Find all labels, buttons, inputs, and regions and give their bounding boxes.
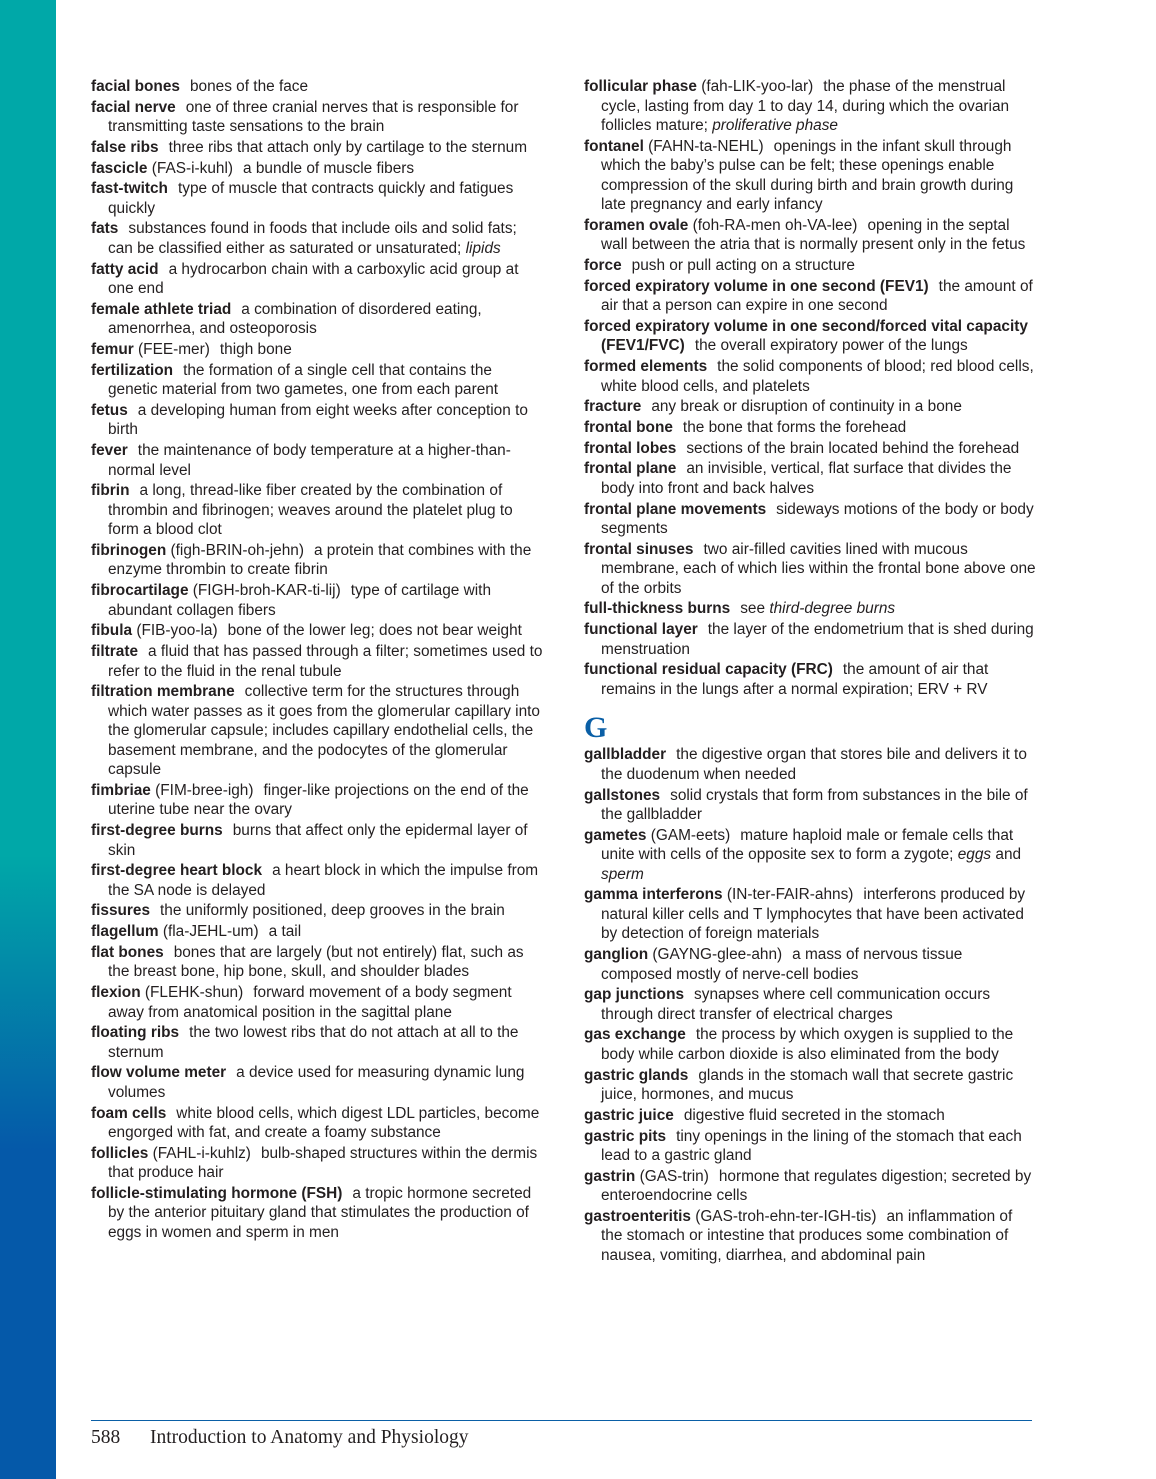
definition <box>108 220 517 257</box>
glossary-entry <box>584 418 1036 438</box>
definition-segment: mature haploid male or female cells that unite with cells of the opposite sex to form a zygote; <box>601 826 1014 864</box>
glossary-entry <box>91 1063 543 1102</box>
definition-segment: the amount of air that a person can expire in one second <box>601 277 1033 315</box>
glossary-term: frontal lobes <box>584 439 677 457</box>
glossary-term: femur <box>91 341 134 358</box>
glossary-entry <box>91 621 543 641</box>
definition <box>651 398 962 415</box>
glossary-entry <box>91 481 543 540</box>
glossary-entry <box>584 1167 1036 1206</box>
glossary-term: fissures <box>91 902 151 920</box>
definition-segment: forward movement of a body segment away from anatomical position in the sagittal plane <box>108 984 512 1021</box>
definition-segment: a mass of nervous tissue composed mostly of nerve-cell bodies <box>601 946 963 983</box>
definition-segment: a long, thread-like fiber created by the combination of thrombin and fibrinogen; weaves around the platelet plug to form a blood clot <box>108 482 513 539</box>
definition-segment: the digestive organ that stores bile and delivers it to the duodenum when needed <box>601 746 1027 783</box>
glossary-term: frontal bone <box>584 419 673 436</box>
glossary-term: female athlete triad <box>91 300 232 318</box>
pronunciation: (GAYNG-glee-ahn) <box>652 946 783 964</box>
glossary-entry <box>584 317 1036 356</box>
definition <box>108 402 528 439</box>
definition-segment: a developing human from eight weeks after conception to birth <box>108 401 528 439</box>
definition-segment: the overall expiratory power of the lungs <box>694 337 968 355</box>
definition <box>108 1105 539 1142</box>
definition-segment: finger-like projections on the end of the uterine tube near the ovary <box>108 781 529 819</box>
glossary-term: fracture <box>584 398 642 416</box>
definition <box>684 1107 945 1124</box>
glossary-column-right <box>584 77 1036 1267</box>
definition-italic-segment: third-degree burns <box>769 600 896 618</box>
definition-segment: bone of the lower leg; does not bear weight <box>227 622 522 640</box>
definition <box>269 923 302 940</box>
definition-segment: interferons produced by natural killer cells and T lymphocytes that have been activated by detection of foreign materials <box>601 886 1026 943</box>
glossary-entry <box>91 1104 543 1143</box>
pronunciation: (IN-ter-FAIR-ahns) <box>726 886 854 904</box>
definition-segment: type of muscle that contracts quickly and fatigues quickly <box>108 180 514 217</box>
glossary-term: fast-twitch <box>91 180 168 198</box>
glossary-term: flow volume meter <box>91 1064 227 1082</box>
pronunciation: (figh-BRIN-oh-jehn) <box>170 541 304 559</box>
glossary-entry <box>91 98 543 137</box>
pronunciation: (GAS-trin) <box>639 1167 709 1185</box>
definition-segment: the solid components of blood; red blood cells, white blood cells, and platelets <box>601 358 1034 395</box>
pronunciation: (fah-LIK-yoo-lar) <box>701 78 814 95</box>
definition-segment: thigh bone <box>219 341 292 358</box>
glossary-term: forced expiratory volume in one second/forced vital capacity (FEV1/FVC) <box>584 317 1028 355</box>
glossary-entry <box>584 277 1036 316</box>
glossary-entry <box>91 1023 543 1062</box>
glossary-term: first-degree heart block <box>91 862 263 880</box>
glossary-term: flagellum <box>91 923 159 941</box>
pronunciation: (GAM-eets) <box>650 826 731 844</box>
pronunciation: (fla-JEHL-um) <box>162 923 259 941</box>
definition-segment: the phase of the menstrual cycle, lasting from day 1 to day 14, during which the ovarian follicles mature; <box>601 78 1010 134</box>
pronunciation: (GAS-troh-ehn-ter-IGH-tis) <box>695 1207 877 1225</box>
glossary-entry <box>584 216 1036 255</box>
definition-italic-segment: lipids <box>465 239 501 257</box>
definition-segment: three ribs that attach only by cartilage to the sternum <box>168 138 528 156</box>
glossary-entry <box>91 260 543 299</box>
glossary-term: frontal plane movements <box>584 500 767 518</box>
glossary-entry <box>91 983 543 1022</box>
glossary-term: follicular phase <box>584 78 697 95</box>
glossary-entry <box>91 179 543 218</box>
definition-segment: digestive fluid secreted in the stomach <box>683 1106 945 1124</box>
definition-segment: sideways motions of the body or body segments <box>601 500 1034 538</box>
definition <box>683 419 906 436</box>
glossary-entry <box>584 1066 1036 1105</box>
glossary-term: foam cells <box>91 1104 167 1122</box>
definition-segment: the layer of the endometrium that is shed during menstruation <box>601 621 1034 658</box>
glossary-entry <box>91 138 543 158</box>
definition-segment: see <box>740 600 770 618</box>
page-footer <box>91 1427 468 1449</box>
definition <box>108 180 513 217</box>
definition-segment: a combination of disordered eating, amenorrhea, and osteoporosis <box>108 300 482 338</box>
definition-segment: collective term for the structures through which water passes as it goes from the glomerular capillary into the glomerular capsule; includes capillary endothelial cells, the basement membrane, and the podocytes of the glomerular capsule <box>108 683 540 779</box>
definition-segment: glands in the stomach wall that secrete gastric juice, hormones, and mucus <box>601 1066 1014 1104</box>
glossary-term: facial bones <box>91 78 180 95</box>
definition-segment: bulb-shaped structures within the dermis that produce hair <box>108 1144 538 1182</box>
pronunciation: (FIGH-broh-KAR-ti-lij) <box>192 582 341 600</box>
glossary-term: gastric juice <box>584 1106 674 1124</box>
definition <box>220 341 292 358</box>
glossary-entry <box>584 137 1036 215</box>
glossary-term: filtration membrane <box>91 683 235 701</box>
glossary-term: fever <box>91 442 128 460</box>
definition <box>108 944 524 981</box>
glossary-entry <box>91 581 543 620</box>
glossary-term: gallstones <box>584 786 661 804</box>
glossary-entry <box>584 885 1036 944</box>
definition-segment: bones that are largely (but not entirely) flat, such as the breast bone, hip bone, skull, and shoulder blades <box>108 943 524 981</box>
definition-segment: and <box>991 846 1022 864</box>
glossary-entry <box>91 340 543 360</box>
glossary-column-left <box>91 77 543 1244</box>
glossary-entry <box>584 357 1036 396</box>
definition <box>243 160 414 177</box>
definition-segment: a protein that combines with the enzyme thrombin to create fibrin <box>108 541 532 579</box>
page-number: 588 <box>91 1427 121 1448</box>
definition-segment: a tropic hormone secreted by the anterior pituitary gland that stimulates the production of eggs in women and sperm in men <box>108 1184 532 1241</box>
definition-segment: substances found in foods that include oils and solid fats; can be classified either as saturated or unsaturated; <box>108 220 517 257</box>
glossary-entry <box>584 660 1036 699</box>
glossary-term: follicle-stimulating hormone (FSH) <box>91 1184 343 1202</box>
glossary-term: gastrin <box>584 1167 636 1185</box>
glossary-entry <box>584 745 1036 784</box>
definition <box>160 902 505 919</box>
glossary-term: functional residual capacity (FRC) <box>584 661 833 679</box>
definition-segment: solid crystals that form from substances in the bile of the gallbladder <box>601 786 1028 823</box>
definition <box>601 787 1028 824</box>
glossary-term: false ribs <box>91 138 159 156</box>
glossary-term: fatty acid <box>91 260 159 278</box>
definition <box>686 440 1019 457</box>
glossary-entry <box>584 397 1036 417</box>
pronunciation: (FIB-yoo-la) <box>136 622 218 640</box>
glossary-term: filtrate <box>91 643 139 660</box>
book-title: Introduction to Anatomy and Physiology <box>150 1427 469 1448</box>
glossary-entry <box>584 620 1036 659</box>
definition-segment: a device used for measuring dynamic lung volumes <box>108 1064 525 1101</box>
pronunciation: (FEE-mer) <box>138 341 210 358</box>
glossary-f-entries <box>584 77 1036 699</box>
glossary-term: full-thickness burns <box>584 600 731 618</box>
glossary-entry <box>584 1127 1036 1166</box>
glossary-entry <box>584 1025 1036 1064</box>
definition-italic-segment: eggs <box>957 846 992 864</box>
glossary-entry <box>91 441 543 480</box>
glossary-entry <box>91 219 543 258</box>
glossary-term: fertilization <box>91 361 174 379</box>
glossary-term: functional layer <box>584 621 698 639</box>
definition-segment: the maintenance of body temperature at a higher-than-normal level <box>108 442 511 479</box>
section-letter-heading: G <box>584 711 608 745</box>
glossary-entry <box>584 256 1036 276</box>
glossary-term: gas exchange <box>584 1026 686 1044</box>
glossary-entry <box>584 945 1036 984</box>
definition <box>108 442 511 479</box>
definition-segment: a hydrocarbon chain with a carboxylic acid group at one end <box>108 260 519 298</box>
glossary-term: fibula <box>91 622 133 640</box>
glossary-entry <box>91 401 543 440</box>
glossary-term: gametes <box>584 826 647 844</box>
glossary-entry <box>584 985 1036 1024</box>
definition-italic-segment: sperm <box>601 865 644 883</box>
glossary-entry <box>91 901 543 921</box>
glossary-entry <box>584 826 1036 885</box>
glossary-term: gastric glands <box>584 1066 689 1084</box>
glossary-entry <box>584 439 1036 459</box>
glossary-entry <box>91 300 543 339</box>
definition-segment: type of cartilage with abundant collagen fibers <box>108 582 491 619</box>
glossary-g-entries <box>584 745 1036 1265</box>
definition <box>695 337 968 354</box>
definition-segment: white blood cells, which digest LDL particles, become engorged with fat, and create a foamy substance <box>108 1104 540 1142</box>
glossary-term: fibrin <box>91 482 130 500</box>
pronunciation: (FAHN-ta-NEHL) <box>648 137 764 155</box>
definition-segment: an inflammation of the stomach or intestine that produces some combination of nausea, vomiting, diarrhea, and abdominal pain <box>601 1207 1013 1264</box>
glossary-entry <box>584 540 1036 599</box>
glossary-term: forced expiratory volume in one second (FEV1) <box>584 277 929 295</box>
definition-segment: the uniformly positioned, deep grooves in the brain <box>160 902 505 920</box>
glossary-entry <box>91 159 543 179</box>
footer-rule <box>91 1420 1032 1421</box>
definition-segment: two air-filled cavities lined with mucous membrane, each of which lies within the frontal bone above one of the orbits <box>601 540 1036 597</box>
glossary-entry <box>91 943 543 982</box>
definition-segment: the two lowest ribs that do not attach at all to the sternum <box>108 1024 519 1061</box>
glossary-entry <box>91 77 543 97</box>
definition <box>632 257 855 274</box>
glossary-term: formed elements <box>584 358 708 376</box>
glossary-entry <box>584 1207 1036 1266</box>
definition-segment: openings in the infant skull through which the baby’s pulse can be felt; these openings enable compression of the skull during birth and brain growth during late pregnancy and early infancy <box>601 137 1014 214</box>
definition-segment: a tail <box>268 923 302 941</box>
glossary-term: floating ribs <box>91 1024 180 1042</box>
definition <box>190 78 308 95</box>
definition-segment: a bundle of muscle fibers <box>243 159 415 177</box>
definition <box>108 261 518 298</box>
glossary-entry <box>91 821 543 860</box>
pronunciation: (FAS-i-kuhl) <box>151 159 234 177</box>
glossary-term: fibrocartilage <box>91 582 189 600</box>
definition-segment: synapses where cell communication occurs through direct transfer of electrical charges <box>601 986 991 1023</box>
glossary-entry <box>91 642 543 681</box>
glossary-entry <box>91 541 543 580</box>
glossary-entry <box>584 599 1036 619</box>
definition-segment: tiny openings in the lining of the stomach that each lead to a gastric gland <box>601 1127 1022 1164</box>
definition-segment: burns that affect only the epidermal layer of skin <box>108 822 528 859</box>
definition <box>169 139 527 156</box>
glossary-term: gastric pits <box>584 1127 667 1145</box>
glossary-term: ganglion <box>584 946 649 964</box>
definition-segment: the bone that forms the forehead <box>682 419 907 436</box>
glossary-term: first-degree burns <box>91 822 223 840</box>
glossary-term: fats <box>91 220 119 238</box>
glossary-entry <box>91 1144 543 1183</box>
pronunciation: (FLEHK-shun) <box>144 984 244 1001</box>
glossary-entry <box>91 682 543 780</box>
glossary-term: flexion <box>91 984 141 1001</box>
glossary-term: fetus <box>91 401 128 419</box>
definition-segment: hormone that regulates digestion; secreted by enteroendocrine cells <box>601 1167 1032 1205</box>
glossary-term: fibrinogen <box>91 541 167 559</box>
glossary-term: flat bones <box>91 943 164 961</box>
definition-segment: an invisible, vertical, flat surface that divides the body into front and back halves <box>601 460 1012 497</box>
glossary-term: gap junctions <box>584 986 685 1004</box>
definition-segment: push or pull acting on a structure <box>631 257 855 275</box>
glossary-entry <box>584 459 1036 498</box>
definition-segment: bones of the face <box>189 78 309 95</box>
glossary-term: force <box>584 257 622 275</box>
glossary-term: gamma interferons <box>584 886 723 904</box>
definition-segment: a heart block in which the impulse from the SA node is delayed <box>108 862 539 899</box>
glossary-entry <box>91 922 543 942</box>
glossary-term: fontanel <box>584 137 644 155</box>
pronunciation: (FAHL-i-kuhlz) <box>152 1144 251 1162</box>
definition <box>228 622 522 639</box>
definition <box>108 482 513 538</box>
glossary-entry <box>584 500 1036 539</box>
glossary-entry <box>91 781 543 820</box>
glossary-term: follicles <box>91 1144 149 1162</box>
glossary-entry <box>584 786 1036 825</box>
definition-segment: the amount of air that remains in the lungs after a normal expiration; ERV + RV <box>601 661 989 698</box>
glossary-entry <box>91 1184 543 1243</box>
glossary-term: gallbladder <box>584 746 667 764</box>
definition-segment: opening in the septal wall between the atria that is normally present only in the fetus <box>601 216 1026 254</box>
glossary-term: fascicle <box>91 159 148 177</box>
definition-segment: a fluid that has passed through a filter; sometimes used to refer to the fluid in the renal tubule <box>108 643 543 680</box>
definition-italic-segment: proliferative phase <box>712 117 838 134</box>
glossary-term: gastroenteritis <box>584 1207 691 1225</box>
definition-segment: the formation of a single cell that contains the genetic material from two gametes, one from each parent <box>108 361 499 399</box>
pronunciation: (FIM-bree-igh) <box>155 781 254 799</box>
definition-segment: the process by which oxygen is supplied to the body while carbon dioxide is also eliminated from the body <box>601 1026 1014 1063</box>
definition-segment: any break or disruption of continuity in a bone <box>651 398 962 416</box>
glossary-entry <box>91 361 543 400</box>
glossary-entry <box>584 1106 1036 1126</box>
definition <box>108 643 542 680</box>
pronunciation: (foh-RA-men oh-VA-lee) <box>692 216 858 234</box>
glossary-term: frontal plane <box>584 460 677 478</box>
definition <box>740 600 895 617</box>
definition-segment: sections of the brain located behind the forehead <box>686 439 1020 457</box>
definition-segment: one of three cranial nerves that is responsible for transmitting taste sensations to the brain <box>108 98 519 136</box>
glossary-term: frontal sinuses <box>584 540 694 558</box>
glossary-term: facial nerve <box>91 98 176 116</box>
glossary-entry <box>91 861 543 900</box>
glossary-term: foramen ovale <box>584 216 689 234</box>
glossary-term: fimbriae <box>91 781 151 799</box>
glossary-entry <box>584 77 1036 136</box>
decorative-side-band <box>0 0 56 1479</box>
